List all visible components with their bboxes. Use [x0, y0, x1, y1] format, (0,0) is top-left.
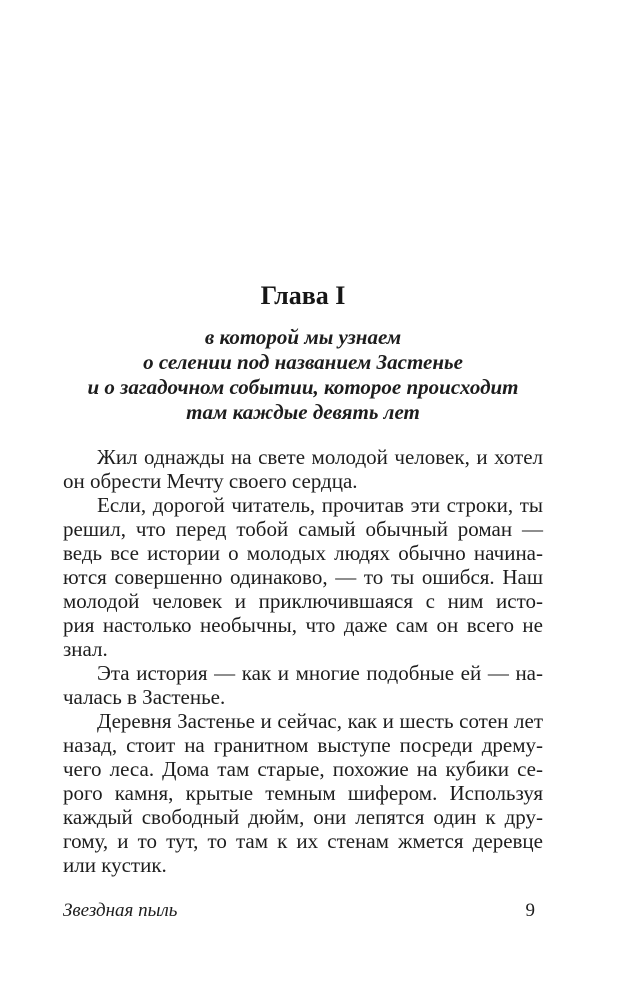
text-line: молодой человек и приключившаяся с ним исто-: [63, 589, 543, 613]
text-line: решил, что перед тобой самый обычный роман —: [63, 517, 543, 541]
paragraph: [63, 661, 543, 709]
text-line: ются совершенно одинаково, — то ты ошибся. Наш: [63, 565, 543, 589]
chapter-subtitle: [63, 325, 543, 425]
paragraph: [63, 709, 543, 877]
page-number: 9: [525, 900, 535, 921]
text-line: рия настолько необычны, что даже сам он всего не: [63, 613, 543, 637]
page-content: [63, 283, 543, 877]
text-line: чалась в Застенье.: [63, 685, 226, 709]
chapter-subtitle-line: там каждые девять лет: [186, 400, 420, 424]
running-title: Звездная пыль: [63, 900, 178, 921]
paragraph: [63, 445, 543, 493]
chapter-subtitle-line: о селении под названием Застенье: [143, 350, 463, 374]
text-line: Если, дорогой читатель, прочитав эти строки, ты: [97, 493, 543, 517]
text-line: гому, и то тут, то там к их стенам жмется деревце: [63, 829, 543, 853]
text-line: он обрести Мечту своего сердца.: [63, 469, 358, 493]
paragraph: [63, 493, 543, 661]
chapter-subtitle-line: и о загадочном событии, которое происходит: [87, 375, 519, 399]
text-line: назад, стоит на гранитном выступе посреди дрему-: [63, 733, 543, 757]
body-text: [63, 445, 543, 877]
text-line: рого камня, крытые темным шифером. Используя: [63, 781, 543, 805]
chapter-heading: Глава I: [260, 281, 346, 310]
page-footer: [63, 900, 543, 922]
text-line: Деревня Застенье и сейчас, как и шесть сотен лет: [97, 709, 543, 733]
text-line: или кустик.: [63, 853, 167, 877]
text-line: Эта история — как и многие подобные ей — на-: [97, 661, 543, 685]
text-line: каждый свободный дюйм, они лепятся один к дру-: [63, 805, 543, 829]
text-line: знал.: [63, 637, 108, 661]
text-line: чего леса. Дома там старые, похожие на кубики се-: [63, 757, 543, 781]
text-line: Жил однажды на свете молодой человек, и хотел: [97, 445, 543, 469]
chapter-subtitle-line: в которой мы узнаем: [204, 325, 402, 349]
text-line: ведь все истории о молодых людях обычно начина-: [63, 541, 543, 565]
